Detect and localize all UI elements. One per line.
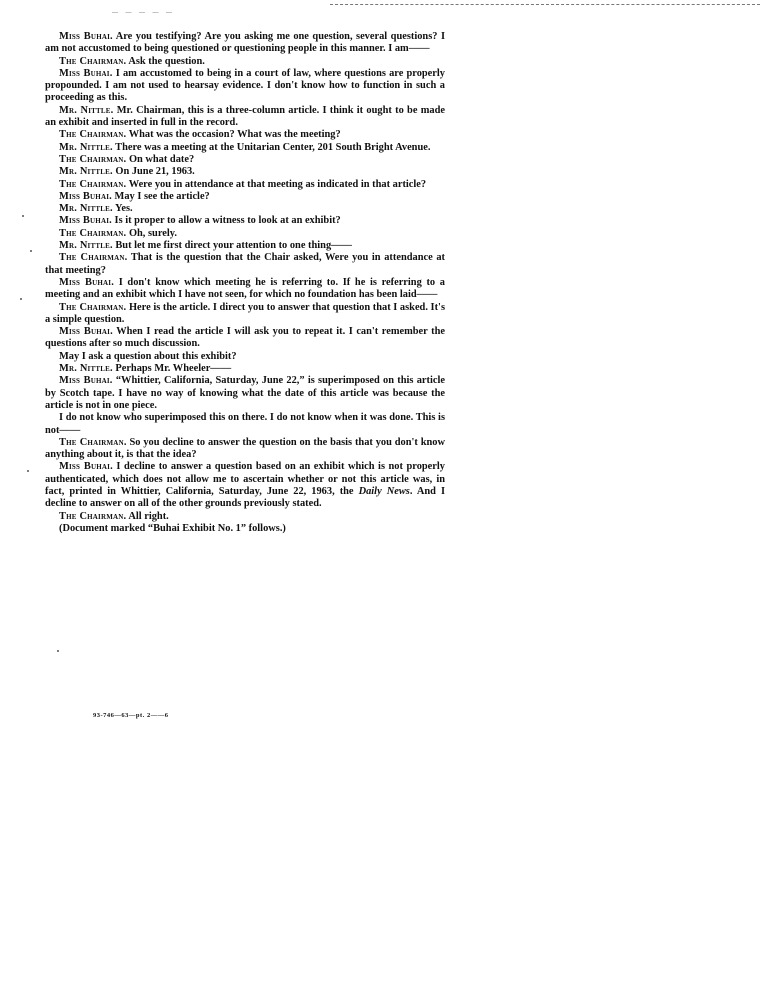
speaker-name: The Chairman. [59, 301, 127, 313]
statement-text: . And I decline to answer on all of the other grounds previously stated. [45, 485, 446, 510]
speaker-name: Miss Buhai. [59, 375, 113, 387]
speaker-name: Miss Buhai. [59, 326, 113, 338]
transcript-paragraph [45, 142, 445, 154]
speaker-name: The Chairman. [59, 55, 127, 67]
transcript-paragraph [45, 215, 445, 227]
transcript-paragraph [45, 154, 445, 166]
statement-text: What was the occasion? What was the meeting? [126, 129, 341, 141]
speaker-name: Miss Buhai. [59, 276, 115, 288]
speaker-name: Miss Buhai. [59, 67, 113, 79]
statement-text: I don't know which meeting he is referring to. If he is referring to a meeting and an exhibit which I have not seen, for which no foundation has been laid—— [45, 276, 445, 301]
statement-text: “Whittier, California, Saturday, June 22,” is superimposed on this article by Scotch tape. I have no way of knowing what the date of this article was because the article is not in one piece. [45, 375, 445, 411]
transcript-paragraph [45, 437, 445, 462]
speaker-name: Miss Buhai. [59, 215, 112, 227]
transcript-paragraph [45, 511, 445, 523]
scan-border-dashes [330, 4, 760, 5]
statement-text: I do not know who superimposed this on there. I do not know when it was done. This is not—— [45, 412, 445, 436]
statement-text: May I see the article? [111, 190, 210, 202]
statement-text: Here is the article. I direct you to answer that question that I asked. It's a simple question. [45, 301, 445, 325]
speaker-name: The Chairman. [59, 436, 127, 448]
speaker-name: Mr. Nittle. [59, 166, 113, 178]
statement-text: Ask the question. [126, 55, 205, 67]
publication-title: Daily News [358, 485, 410, 497]
transcript-paragraph [45, 191, 445, 203]
speaker-name: The Chairman. [59, 510, 127, 522]
transcript-paragraph [45, 203, 445, 215]
transcript-paragraph [45, 56, 445, 68]
statement-text: (Document marked “Buhai Exhibit No. 1” follows.) [59, 522, 286, 534]
statement-text: So you decline to answer the question on the basis that you don't know anything about it, is that the idea? [45, 436, 446, 461]
scan-speck [27, 470, 29, 472]
transcript-paragraph [45, 523, 445, 535]
speaker-name: Miss Buhai. [59, 31, 113, 42]
transcript-paragraph [45, 166, 445, 178]
transcript-paragraph [45, 68, 445, 105]
transcript-paragraph [45, 105, 445, 130]
speaker-name: Mr. Nittle. [59, 203, 113, 215]
transcript-paragraph [45, 252, 445, 277]
transcript-paragraph [45, 240, 445, 252]
speaker-name: The Chairman. [59, 129, 127, 141]
page-footer-code: 93-746—63—pt. 2——6 [93, 712, 169, 719]
transcript-body [45, 31, 445, 535]
transcript-paragraph [45, 31, 445, 56]
statement-text: I decline to answer a question based on an exhibit which is not properly authenticated, which does not allow me to ascertain whether or not this article was, in fact, printed in Whittier, California, Saturday, June 22, 1963, the [45, 461, 445, 497]
statement-text: When I read the article I will ask you to repeat it. I can't remember the questions after so much discussion. [45, 326, 445, 350]
speaker-name: Mr. Nittle. [59, 104, 114, 116]
speaker-name: The Chairman. [59, 178, 127, 190]
speaker-name: Mr. Nittle. [59, 141, 113, 153]
statement-text: Mr. Chairman, this is a three-column article. I think it ought to be made an exhibit and inserted in full in the record. [45, 104, 445, 129]
speaker-name: The Chairman. [59, 227, 127, 239]
transcript-paragraph [45, 363, 445, 375]
transcript-paragraph [45, 277, 445, 302]
transcript-paragraph [45, 228, 445, 240]
scan-speck [30, 250, 32, 252]
statement-text: Perhaps Mr. Wheeler—— [112, 363, 232, 375]
statement-text: I am accustomed to being in a court of law, where questions are properly propounded. I am not used to hearsay evidence. I don't know how to function in such a proceeding as this. [45, 67, 445, 104]
statement-text: That is the question that the Chair asked, Were you in attendance at that meeting? [45, 252, 445, 276]
statement-text: There was a meeting at the Unitarian Center, 201 South Bright Avenue. [112, 141, 431, 153]
speaker-name: The Chairman. [59, 153, 127, 165]
statement-text: Were you in attendance at that meeting as indicated in that article? [126, 178, 427, 190]
statement-text: All right. [126, 510, 169, 522]
statement-text: Are you testifying? Are you asking me one question, several questions? I am not accustomed to being questioned or questioning people in this manner. I am—— [45, 31, 445, 55]
transcript-paragraph [45, 326, 445, 351]
transcript-paragraph [45, 351, 445, 363]
statement-text: On what date? [126, 153, 195, 165]
speaker-name: Miss Buhai. [59, 461, 113, 473]
scan-speck [20, 298, 22, 300]
statement-text: On June 21, 1963. [112, 166, 195, 178]
speaker-name: Miss Buhai. [59, 190, 112, 202]
speaker-name: Mr. Nittle. [59, 363, 113, 375]
top-scan-marks: — — — — — [112, 10, 175, 16]
statement-text: May I ask a question about this exhibit? [59, 350, 237, 362]
transcript-paragraph [45, 461, 445, 510]
scan-speck [57, 650, 59, 652]
statement-text: Yes. [112, 203, 133, 215]
transcript-paragraph [45, 302, 445, 327]
transcript-paragraph [45, 129, 445, 141]
statement-text: But let me first direct your attention to one thing—— [112, 240, 352, 252]
statement-text: Is it proper to allow a witness to look at an exhibit? [111, 215, 341, 227]
speaker-name: Mr. Nittle. [59, 240, 113, 252]
scan-speck [22, 215, 24, 217]
transcript-paragraph [45, 179, 445, 191]
transcript-paragraph [45, 412, 445, 437]
speaker-name: The Chairman. [59, 252, 128, 264]
statement-text: Oh, surely. [126, 227, 177, 239]
transcript-paragraph [45, 375, 445, 412]
